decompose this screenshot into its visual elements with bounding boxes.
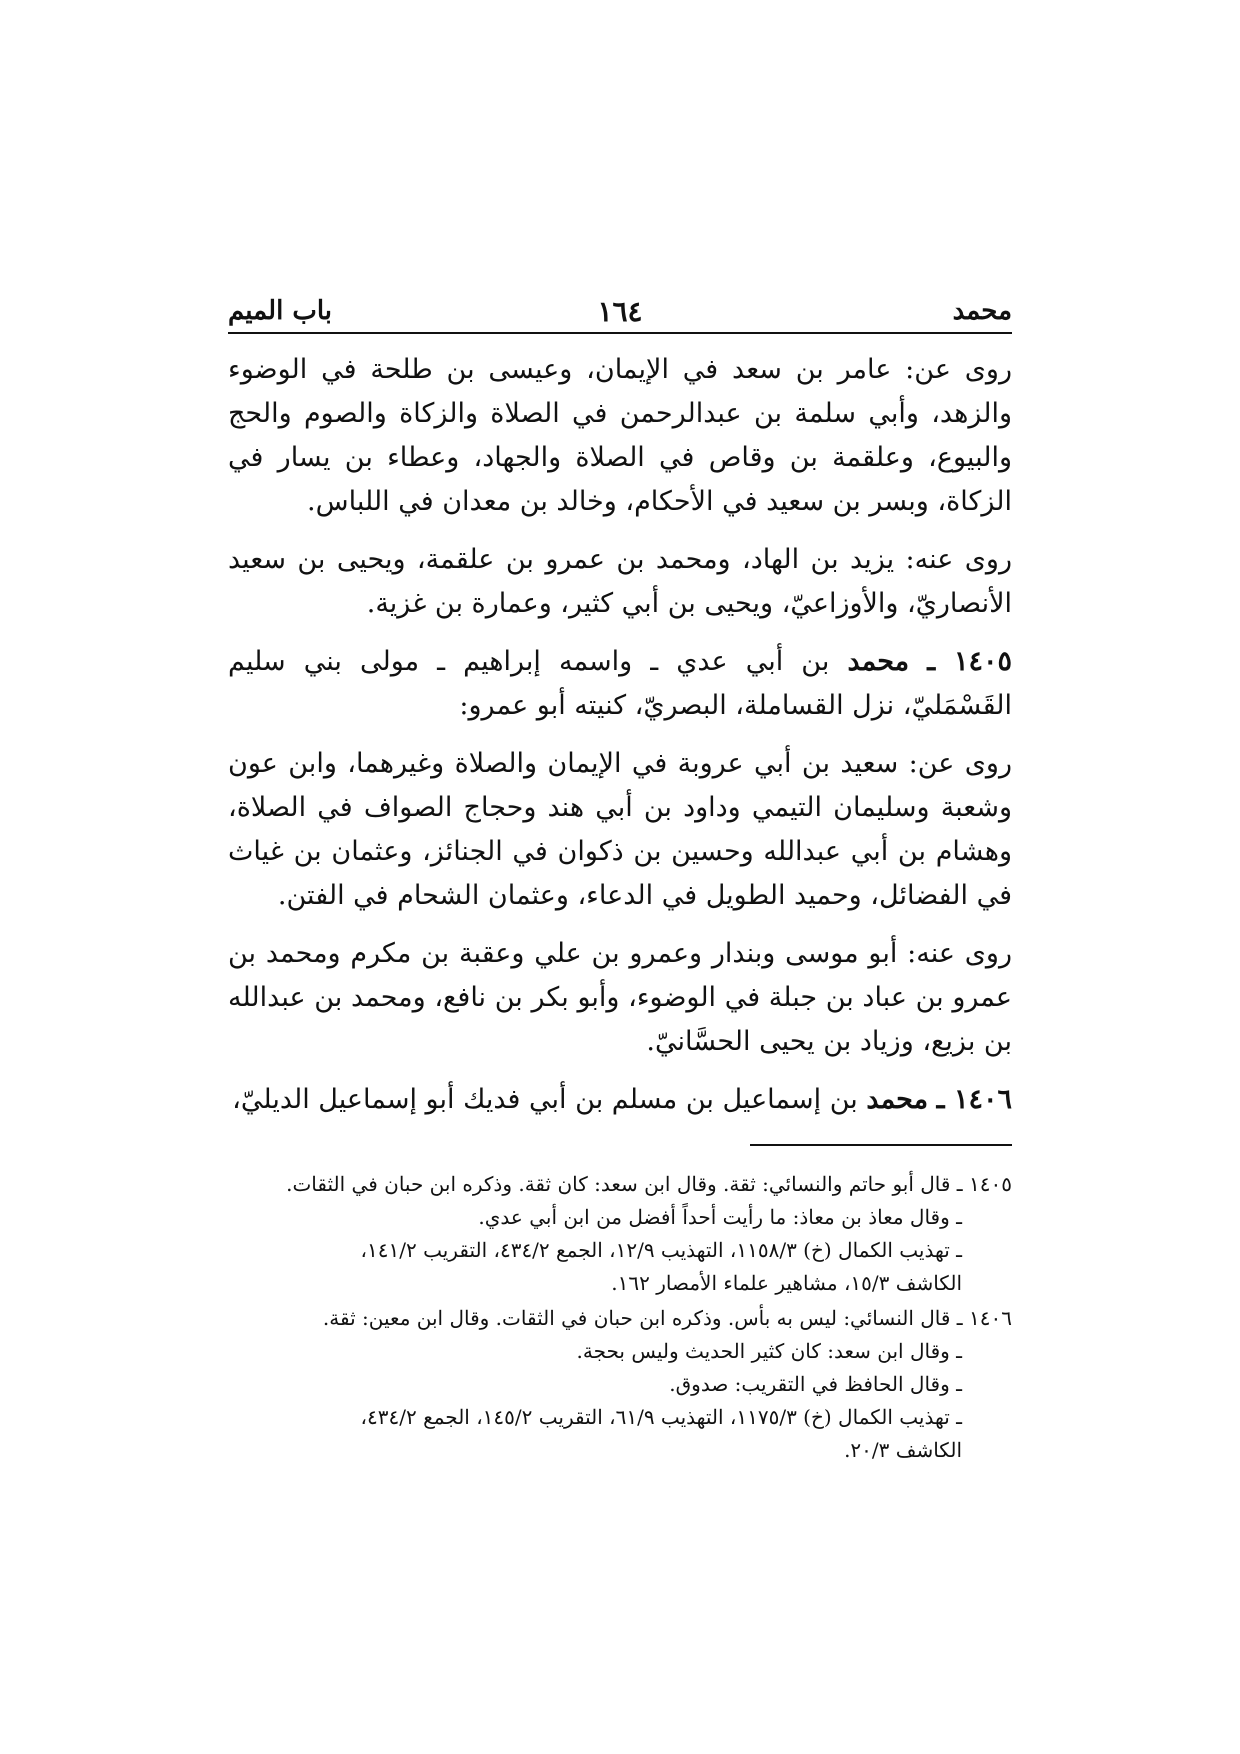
- entry-1406: [228, 1078, 1012, 1122]
- entry-text: بن إسماعيل بن مسلم بن أبي فديك أبو إسماعيل الديليّ،: [232, 1084, 858, 1115]
- entry-name: محمد: [847, 646, 910, 677]
- header-chapter-title: باب الميم: [228, 296, 333, 326]
- paragraph-narrated-from: روى عن: سعيد بن أبي عروبة في الإيمان والصلاة وغيرهما، وابن عون وشعبة وسليمان التيمي وداود بن أبي هند وحجاج الصواف في الصلاة، وهشام بن أبي عبدالله وحسين بن ذكوان في الجنائز، وعثمان بن غياث في الفضائل، وحميد الطويل في الدعاء، وعثمان الشحام في الفتن.: [228, 748, 1012, 911]
- entry-1405: [228, 640, 1012, 728]
- footnote-divider: [750, 1144, 1012, 1146]
- footnote-1406: [228, 1302, 1012, 1467]
- footnote-line: ـ وقال ابن سعد: كان كثير الحديث وليس بحجة.: [576, 1339, 962, 1363]
- book-page: [228, 292, 1012, 1469]
- footnote-line: ـ وقال معاذ بن معاذ: ما رأيت أحداً أفضل من ابن أبي عدي.: [478, 1205, 962, 1229]
- entry-number: ١٤٠٦ ـ: [936, 1084, 1012, 1115]
- footnote-line: الكاشف ١٥/٣، مشاهير علماء الأمصار ١٦٢.: [611, 1271, 962, 1295]
- footnote-line: ١٤٠٥ ـ قال أبو حاتم والنسائي: ثقة. وقال ابن سعد: كان ثقة. وذكره ابن حبان في الثقات.: [286, 1172, 1012, 1196]
- page-number: ١٦٤: [597, 295, 643, 328]
- entry-text: بن أبي عدي ـ واسمه إبراهيم ـ مولى بني سليم القَسْمَليّ، نزل القساملة، البصريّ، كنيته أبو عمرو:: [228, 646, 1012, 721]
- paragraph-narrated-by: روى عنه: يزيد بن الهاد، ومحمد بن عمرو بن علقمة، ويحيى بن سعيد الأنصاريّ، والأوزاعيّ، ويحيى بن أبي كثير، وعمارة بن غزية.: [228, 544, 1012, 619]
- entry-name: محمد: [866, 1084, 929, 1115]
- footnote-line: ـ وقال الحافظ في التقريب: صدوق.: [669, 1372, 962, 1396]
- entry-number: ١٤٠٥ ـ: [927, 646, 1012, 677]
- footnotes: [228, 1168, 1012, 1467]
- footnote-line: الكاشف ٢٠/٣.: [844, 1438, 962, 1462]
- running-header: [228, 292, 1012, 334]
- paragraph-narrated-by: روى عنه: أبو موسى وبندار وعمرو بن علي وعقبة بن مكرم ومحمد بن عمرو بن عباد بن جبلة في الوضوء، وأبو بكر بن نافع، ومحمد بن عبدالله بن بزيع، وزياد بن يحيى الحسَّانيّ.: [228, 938, 1012, 1057]
- footnote-1405: [228, 1168, 1012, 1300]
- footnote-line: ـ تهذيب الكمال (خ) ١١٧٥/٣، التهذيب ٦١/٩، التقريب ١٤٥/٢، الجمع ٤٣٤/٢،: [360, 1405, 962, 1429]
- paragraph-narrated-from: روى عن: عامر بن سعد في الإيمان، وعيسى بن طلحة في الوضوء والزهد، وأبي سلمة بن عبدالرحمن في الصلاة والزكاة والصوم والحج والبيوع، وعلقمة بن وقاص في الصلاة والجهاد، وعطاء بن يسار في الزكاة، وبسر بن سعيد في الأحكام، وخالد بن معدان في اللباس.: [228, 354, 1012, 517]
- footnote-line: ـ تهذيب الكمال (خ) ١١٥٨/٣، التهذيب ١٢/٩، الجمع ٤٣٤/٢، التقريب ١٤١/٢،: [360, 1238, 962, 1262]
- main-text: [228, 348, 1012, 1122]
- header-entry-word: محمد: [952, 296, 1012, 326]
- footnote-line: ١٤٠٦ ـ قال النسائي: ليس به بأس. وذكره ابن حبان في الثقات. وقال ابن معين: ثقة.: [322, 1306, 1012, 1330]
